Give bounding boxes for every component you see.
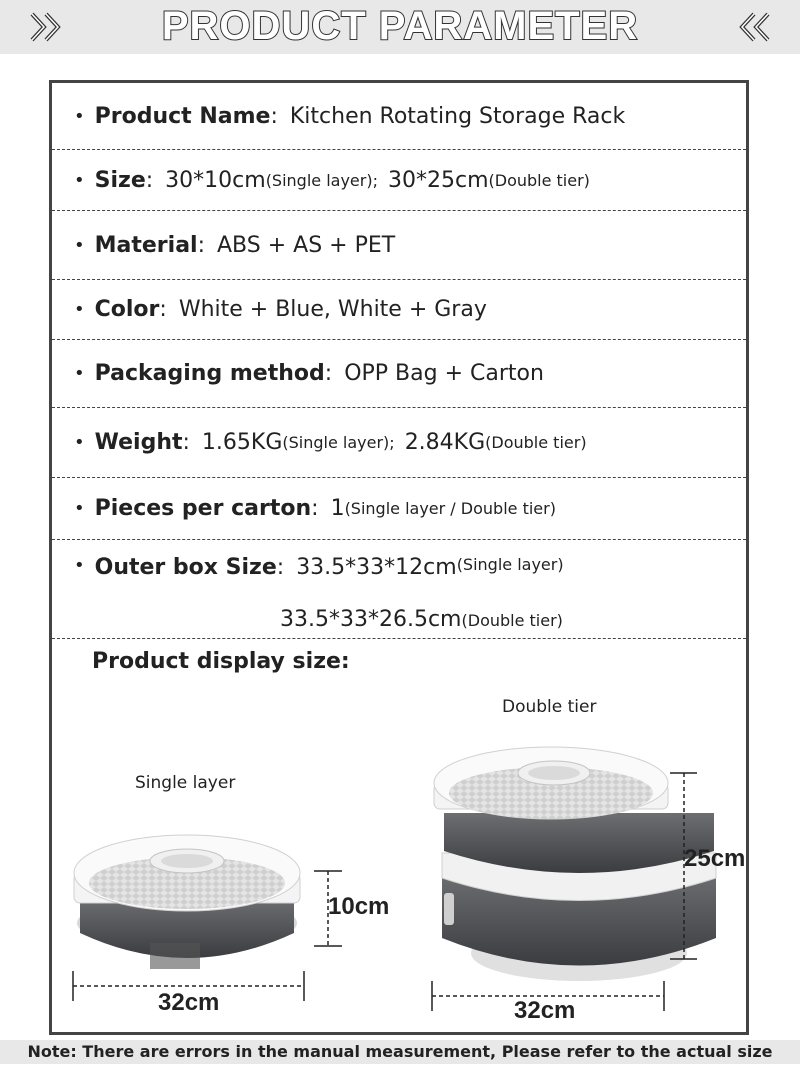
footer-note: Note: There are errors in the manual measurement, Please refer to the actual size — [0, 1040, 800, 1064]
display-size-title: Product display size: — [92, 649, 350, 674]
value-size-single: 30*10cm — [165, 167, 266, 193]
single-height-label: 10cm — [328, 893, 390, 920]
note-single: (Single layer); — [265, 170, 378, 190]
value-pieces: 1 — [330, 496, 345, 521]
label-size: Size — [94, 167, 146, 193]
row-weight: • Weight : 1.65KG (Single layer); 2.84KG (Double tier) — [52, 408, 746, 478]
value-color: White + Blue, White + Gray — [178, 297, 487, 322]
bullet: • — [74, 299, 85, 320]
note-single: (Single layer); — [282, 433, 395, 452]
value-weight-double: 2.84KG — [404, 430, 486, 455]
header-bar — [0, 0, 800, 54]
label-pieces: Pieces per carton — [94, 496, 312, 521]
single-layer-caption: Single layer — [135, 773, 236, 793]
value-weight-single: 1.65KG — [201, 430, 283, 455]
bullet: • — [74, 105, 85, 127]
row-outer-box: • Outer box Size : 33.5*33*12cm (Single layer) — [52, 540, 746, 639]
note-pieces: (Single layer / Double tier) — [344, 499, 556, 518]
row-color: • Color : White + Blue, White + Gray — [52, 280, 746, 340]
product-illustrations — [52, 83, 746, 1032]
double-tier-caption: Double tier — [502, 697, 597, 717]
note-double: (Double tier) — [485, 433, 587, 452]
note-single: (Single layer) — [456, 555, 564, 574]
row-pieces: • Pieces per carton : 1 (Single layer / Double tier) — [52, 478, 746, 540]
double-height-label: 25cm — [684, 845, 746, 872]
bullet: • — [74, 169, 85, 191]
label-product-name: Product Name — [94, 103, 271, 129]
page-title: PRODUCT PARAMETER — [161, 4, 639, 48]
row-product-name: • Product Name : Kitchen Rotating Storage Rack — [52, 83, 746, 150]
label-material: Material — [94, 232, 198, 258]
label-color: Color — [94, 297, 160, 322]
double-width-label: 32cm — [514, 997, 576, 1024]
value-outer-double: 33.5*33*26.5cm — [280, 607, 462, 632]
label-packaging: Packaging method — [94, 361, 325, 386]
row-material: • Material : ABS + AS + PET — [52, 211, 746, 280]
bullet: • — [74, 234, 85, 256]
parameter-panel — [49, 80, 749, 1035]
bullet: • — [74, 363, 85, 384]
double-chevron-left-icon — [732, 10, 772, 44]
row-size: • Size : 30*10cm (Single layer); 30*25cm (Double tier) — [52, 150, 746, 211]
bullet: • — [74, 498, 85, 519]
note-double: (Double tier) — [461, 611, 563, 630]
bullet: • — [74, 555, 85, 576]
double-tier-rack-image — [434, 747, 716, 981]
single-layer-rack-image — [74, 835, 300, 969]
label-weight: Weight — [94, 430, 183, 455]
label-outer-box: Outer box Size — [94, 555, 277, 580]
value-material: ABS + AS + PET — [217, 232, 396, 258]
bullet: • — [74, 432, 85, 453]
note-double: (Double tier) — [488, 170, 590, 190]
value-size-double: 30*25cm — [387, 167, 489, 193]
value-packaging: OPP Bag + Carton — [344, 361, 544, 386]
single-width-label: 32cm — [158, 989, 220, 1016]
value-product-name: Kitchen Rotating Storage Rack — [289, 103, 626, 129]
value-outer-single: 33.5*33*12cm — [296, 555, 457, 580]
row-packaging: • Packaging method : OPP Bag + Carton — [52, 340, 746, 408]
